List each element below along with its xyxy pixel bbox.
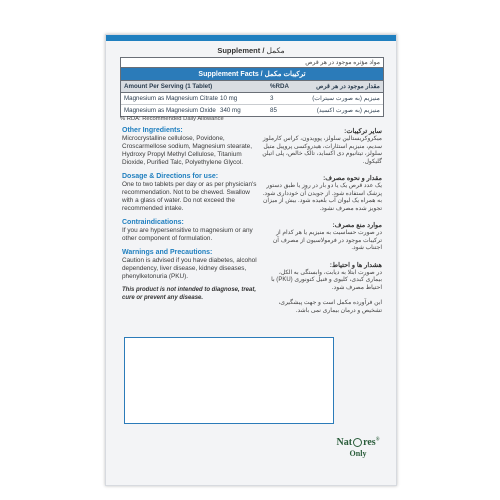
fa-section-body: میکروکریستالین سلولز، پوویدون، کراس کارملوز سدیم، منیزیم استئارات، هیدروکسی پروپیل متیل سلولز، تیتانیوم دی اکساید، تالک خالص، پلی اتیلن گلیکول. <box>262 136 382 165</box>
section-dosage <box>122 173 262 213</box>
facts-column-headers <box>121 80 383 93</box>
fa-section <box>262 221 382 253</box>
logo-registered-mark: ® <box>375 437 380 443</box>
section-other-ingredients <box>122 127 262 167</box>
persian-info-column <box>262 127 382 323</box>
row-rda: 85 <box>270 107 277 114</box>
section-body: Caution is advised if you have diabetes, alcohol dependency, liver disease, kidney diseases, phenylketonuria (PKU). <box>122 257 257 280</box>
section-body: One to two tablets per day or as per physician's recommendation. Not to be chewed. Swallow with a glass of water. Do not exceed the recommended intake. <box>122 181 257 212</box>
section-contraindications <box>122 219 262 243</box>
row-fa: منیزیم (به صورت اکسید) <box>316 107 380 114</box>
row-amount: 340 mg <box>220 107 241 114</box>
fa-section <box>262 300 382 315</box>
section-title: Dosage & Directions for use: <box>122 173 219 180</box>
fa-section-title: مقدار و نحوه مصرف: <box>323 175 382 182</box>
row-rda: 3 <box>270 95 274 102</box>
box-title <box>106 46 396 55</box>
fa-section-title: موارد منع مصرف: <box>332 222 382 229</box>
facts-header <box>121 68 383 80</box>
facts-row <box>121 105 383 116</box>
col-fa: مقدار موجود در هر قرص <box>316 83 380 90</box>
section-warnings <box>122 249 262 281</box>
fa-section-body: این فرآورده مکمل است و جهت پیشگیری، تشخیص و درمان بیماری نمی باشد. <box>278 300 382 314</box>
fa-section <box>262 127 382 166</box>
row-name: Magnesium as Magnesium Citrate <box>124 95 218 102</box>
col-amount: Amount Per Serving (1 Tablet) <box>124 83 213 90</box>
logo-subtext: Only <box>349 449 367 458</box>
blank-label-panel <box>124 337 334 424</box>
section-body: Microcrystalline cellulose, Povidone, Croscarmellose sodium, Magnesium stearate, Hydroxy Propyl Methyl Cellulose, Titanium Dioxide, Purified Talc, Polyethylene Glycol. <box>122 135 252 166</box>
supplement-facts-table <box>120 57 384 117</box>
section-title: Contraindications: <box>122 219 184 226</box>
fa-section-body: در صورت حساسیت به منیزیم یا هر کدام از ترکیبات موجود در فرمولاسیون از مصرف آن اجتناب شود. <box>272 230 382 251</box>
section-title: Warnings and Precautions: <box>122 249 213 256</box>
title-en: Supplement / <box>217 46 265 55</box>
row-name: Magnesium as Magnesium Oxide <box>124 107 216 114</box>
facts-header-fa: ترکیبات مکمل <box>264 71 306 78</box>
row-amount: 10 mg <box>220 95 238 102</box>
logo-text-end: res <box>363 437 376 448</box>
logo-ring-icon <box>353 438 362 447</box>
col-rda: %RDA <box>270 83 289 90</box>
fa-section <box>262 174 382 213</box>
title-fa: مکمل <box>266 46 285 55</box>
top-stripe <box>106 35 396 41</box>
facts-subtitle-fa: مواد مؤثره موجود در هر قرص <box>121 58 383 68</box>
facts-header-en: Supplement Facts / <box>198 71 263 78</box>
row-fa: منیزیم (به صورت سیترات) <box>312 95 380 102</box>
brand-logo <box>328 437 388 458</box>
product-box <box>105 34 397 486</box>
rda-note: % RDA: Recommended Daily Allowance <box>120 116 224 122</box>
facts-row <box>121 93 383 105</box>
fa-section-body: یک عدد قرص یک یا دو بار در روز یا طبق دستور پزشک استفاده شود. از جویدن آن خودداری شود. به همراه یک لیوان آب بلعیده شود. بیش از میزان تجویز شده مصرف نشود. <box>262 183 382 212</box>
logo-wordmark <box>328 437 388 448</box>
fa-section <box>262 261 382 293</box>
logo-text-start: Nat <box>336 437 353 448</box>
disclaimer-note: This product is not intended to diagnose, treat, cure or prevent any disease. <box>122 287 257 301</box>
section-body: If you are hypersensitive to magnesium or any other component of formulation. <box>122 227 253 242</box>
fa-section-title: سایر ترکیبات: <box>344 128 382 135</box>
fa-section-body: در صورت ابتلا به دیابت، وابستگی به الکل، بیماری کبدی، کلیوی و فنیل کتونوری (PKU) با احتیاط مصرف شود. <box>271 269 382 291</box>
section-title: Other Ingredients: <box>122 127 183 134</box>
fa-section-title: هشدار ها و احتیاط: <box>329 261 382 269</box>
english-info-column <box>122 127 262 302</box>
